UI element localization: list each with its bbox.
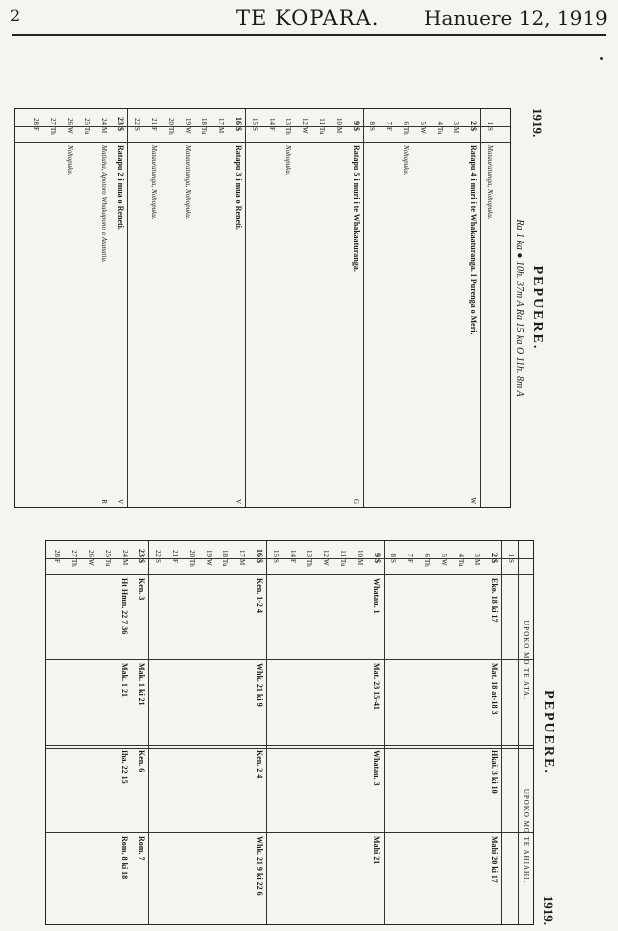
day-number: 26 [87,550,95,557]
lessons-month: PEPUERE. [541,690,556,775]
lessons-row [183,541,200,924]
evening-lesson: Hkai. 3 ki 10 [489,750,499,794]
weekday: Tu [103,559,112,567]
week-separator [148,541,149,924]
day-number: 3 [473,553,482,557]
observance: Ratapu 5 i muri i te Whakaaturanga. [351,145,361,272]
weekday: $ [234,127,243,131]
lessons-row [49,541,66,924]
day-number: 10 [355,550,364,557]
lessons-row [485,541,502,924]
evening-lesson: Mahi 20 ki 17 [489,836,499,883]
week-separator [127,109,128,507]
day-number: 13 [284,118,293,125]
day-number: 7 [385,121,394,125]
weekday: W [204,559,213,566]
lessons-row [385,541,402,924]
lessons-row [82,541,99,924]
weekday: F [53,559,62,563]
weekday: S [133,127,142,131]
week-separator [501,541,502,924]
morning-lesson: Eko. 18 ki 17 [489,578,499,623]
lessons-row [65,541,82,924]
calendar-row [296,109,313,507]
day-number: 27 [70,550,79,557]
liturgical-colour: G [351,498,360,504]
weekday: W [87,559,95,566]
weekday: F [267,127,276,131]
day-number: 12 [301,118,310,125]
week-separator [363,109,364,507]
lessons-row [250,541,267,924]
lessons-row [200,541,217,924]
calendar-row [313,109,330,507]
calendar-row [112,109,129,507]
morning-lesson: Whatau. 1 [372,578,382,614]
day-number: 27 [49,118,58,125]
day-number: 16 [255,549,264,557]
morning-lessons-header: UPOKO MO TE ATA. [522,620,530,700]
day-number: 2 [469,121,479,125]
weekday: $ [116,127,126,131]
day-number: 15 [271,550,280,557]
weekday: S [250,127,259,131]
day-number: 9 [351,121,361,125]
day-number: 17 [238,550,247,557]
morning-lesson: Whk. 21 ki 9 [254,663,264,707]
day-number: 20 [187,550,196,557]
day-number: 2 [490,553,500,557]
observance: Nohopuku. [402,145,410,176]
lessons-row [469,541,486,924]
morning-lesson: Ken. 1-2 4 [254,578,264,613]
evening-lesson: Iha. 22 15 [120,750,130,784]
calendar-row [364,109,381,507]
weekday: S [271,559,280,563]
calendar-row [28,109,45,507]
week-separator [480,109,481,507]
day-number: 5 [418,121,427,125]
weekday: M [217,127,226,134]
day-number: 19 [204,550,213,557]
calendar-row [263,109,280,507]
weekday: Th [402,127,410,135]
calendar-row [95,109,112,507]
morning-lesson: Mat. 23 15-41 [372,663,382,710]
liturgical-colour: W [469,497,478,504]
calendar-row [347,109,364,507]
calendar-row [229,109,246,507]
observance: Matiaha, Apotoro Whakapono o Atanatiu. [99,145,108,263]
day-number: 18 [221,550,230,557]
lessons-row [435,541,452,924]
observance: Matauratunga, Nohopuku. [486,145,494,220]
newspaper-title: TE KOPARA. [236,6,380,30]
weekday: Tu [318,127,326,135]
day-number: 26 [66,118,74,125]
day-number: 24 [99,118,108,125]
lessons-row [149,541,166,924]
calendar-row [414,109,431,507]
weekday: S [486,127,494,131]
day-number: 22 [133,118,142,125]
weekday: Th [70,559,79,567]
day-number: 7 [406,553,415,557]
lessons-row [317,541,334,924]
week-separator [245,109,246,507]
weekday: $ [351,127,361,131]
calendar-month: PEPUERE. [530,265,545,351]
calendar-row [380,109,397,507]
weekday: Th [305,559,314,567]
evening-lessons-header: UPOKO MO TE AHIAHI. [522,788,530,884]
day-number: 6 [423,553,431,557]
day-number: 1 [486,121,494,125]
weekday: W [322,559,331,566]
weekday: M [120,559,129,566]
lessons-row [418,541,435,924]
calendar-row [431,109,448,507]
observance: Ratapu 3 i mua o Reneti. [234,145,243,230]
weekday: M [355,559,364,566]
weekday: W [439,559,448,566]
weekday: Tu [200,127,209,135]
evening-lesson: Ken. 6 [137,750,147,773]
day-number: 14 [267,118,276,125]
weekday: S [154,559,163,563]
calendar-row [128,109,145,507]
moon-phase-note: Ra 1 ka ● 10h. 37m A Ra 15 ka O 11h. 8m A [514,219,525,397]
calendar-row [78,109,95,507]
weekday: Tu [456,559,465,567]
ink-speck [600,57,603,60]
weekday: W [301,127,310,134]
weekday: M [473,559,482,566]
morning-lesson: Mak. 1 21 [120,663,130,697]
weekday: F [32,127,41,131]
calendar-row [246,109,263,507]
evening-lesson: Rom. 7 [137,836,147,861]
lessons-year: 1919. [541,895,556,925]
lessons-row [217,541,234,924]
day-number: 5 [439,553,448,557]
lessons-row [233,541,250,924]
calendar-row [61,109,78,507]
weekday: M [99,127,108,134]
calendar-row [397,109,414,507]
evening-lesson: Whatau. 3 [372,750,382,786]
weekday: W [418,127,427,134]
day-number: 19 [183,118,192,125]
lessons-row [166,541,183,924]
calendar-row [280,109,297,507]
day-number: 17 [217,118,226,125]
weekday: $ [469,127,479,131]
liturgical-colour: V [234,498,242,504]
weekday: S [389,559,398,563]
lessons-row [99,541,116,924]
weekday: Th [166,127,175,135]
observance: Matauratunga, Nohopuku. [150,145,158,220]
day-number: 21 [171,550,179,557]
day-number: 8 [368,121,377,125]
day-number: 4 [456,553,465,557]
day-number: 11 [318,118,326,125]
lessons-table [45,540,534,925]
lessons-table-block [45,540,556,925]
observance: Ratapu 4 i muri i te Whakaaturanga. I Purenga o Meri. [469,145,479,335]
lessons-row [351,541,368,924]
calendar-row [448,109,465,507]
evening-lesson: Whk. 21 9 ki 22 6 [254,836,264,896]
lessons-row [267,541,284,924]
header-rule [12,34,606,36]
day-number: 23 [137,549,147,557]
morning-lesson: Ken. 3 [137,578,147,601]
church-calendar [14,108,545,508]
lessons-heading [536,540,556,925]
weekday: W [66,127,74,134]
day-number: 28 [53,550,62,557]
morning-lesson: Mat. 18 at-18 3 [489,663,499,715]
weekday: Th [423,559,431,567]
evening-lesson: Rom. 8 ki 18 [120,836,130,880]
weekday: F [406,559,415,563]
weekday: F [385,127,394,131]
morning-lesson: Mak. 1 ki 21 [137,663,147,706]
weekday: F [288,559,297,563]
day-number: 3 [452,121,461,125]
calendar-row [145,109,162,507]
weekday: M [238,559,247,566]
day-number: 1 [507,553,515,557]
lessons-row [116,541,133,924]
lessons-row [368,541,385,924]
page-number: 2 [10,6,21,25]
day-number: 28 [32,118,41,125]
evening-lesson: Mahi 21 [372,836,382,865]
weekday: Tu [82,127,91,135]
lessons-row [502,541,519,924]
calendar-heading [525,108,545,508]
weekday: $ [255,559,264,563]
day-number: 18 [200,118,209,125]
day-number: 22 [154,550,163,557]
observance: Nohopuku. [66,145,74,176]
calendar-row [179,109,196,507]
lessons-row [334,541,351,924]
weekday: Tu [339,559,347,567]
calendar-row [464,109,481,507]
day-number: 9 [372,553,382,557]
day-number: 14 [288,550,297,557]
liturgical-colour: R [99,499,108,504]
calendar-row [330,109,347,507]
evening-lesson: Ken. 2 4 [254,750,264,779]
day-number: 23 [116,117,126,125]
weekday: $ [372,559,382,563]
day-number: 25 [103,550,112,557]
liturgical-colour: V [116,498,125,504]
weekday: M [334,127,343,134]
day-number: 20 [166,118,175,125]
calendar-row [44,109,61,507]
calendar-row [481,109,498,507]
weekday: S [368,127,377,131]
day-number: 11 [339,550,347,557]
weekday: Tu [221,559,230,567]
lessons-row [401,541,418,924]
observance: Ratapu 2 i mua o Reneti. [116,145,126,230]
calendar-row [162,109,179,507]
weekday: $ [490,559,500,563]
weekday: M [452,127,461,134]
day-number: 24 [120,550,129,557]
weekday: W [183,127,192,134]
observance: Matauratunga, Nohopuku. [183,145,192,220]
day-number: 13 [305,550,314,557]
lessons-row [133,541,150,924]
calendar-year: 1919. [530,108,545,138]
lessons-row [284,541,301,924]
week-separator [266,541,267,924]
day-number: 4 [435,121,444,125]
lessons-row [301,541,318,924]
day-number: 21 [150,118,158,125]
day-number: 12 [322,550,331,557]
observance: Nohopuku. [284,145,293,176]
page-header [0,0,618,40]
weekday: F [150,127,158,131]
lessons-row [452,541,469,924]
weekday: F [171,559,179,563]
day-number: 25 [82,118,91,125]
day-number: 15 [250,118,259,125]
weekday: S [507,559,515,563]
calendar-row [196,109,213,507]
morning-lesson: Ht Hmn. 22 7 36 [120,578,130,635]
day-number: 16 [234,117,243,125]
weekday: Tu [435,127,444,135]
day-number: 8 [389,553,398,557]
day-number: 6 [402,121,410,125]
weekday: Th [187,559,196,567]
day-number: 10 [334,118,343,125]
weekday: Th [49,127,58,135]
week-separator [384,541,385,924]
issue-date: Hanuere 12, 1919 [424,6,608,30]
weekday: $ [137,559,147,563]
calendar-row [212,109,229,507]
calendar-table [14,108,511,508]
weekday: Th [284,127,293,135]
